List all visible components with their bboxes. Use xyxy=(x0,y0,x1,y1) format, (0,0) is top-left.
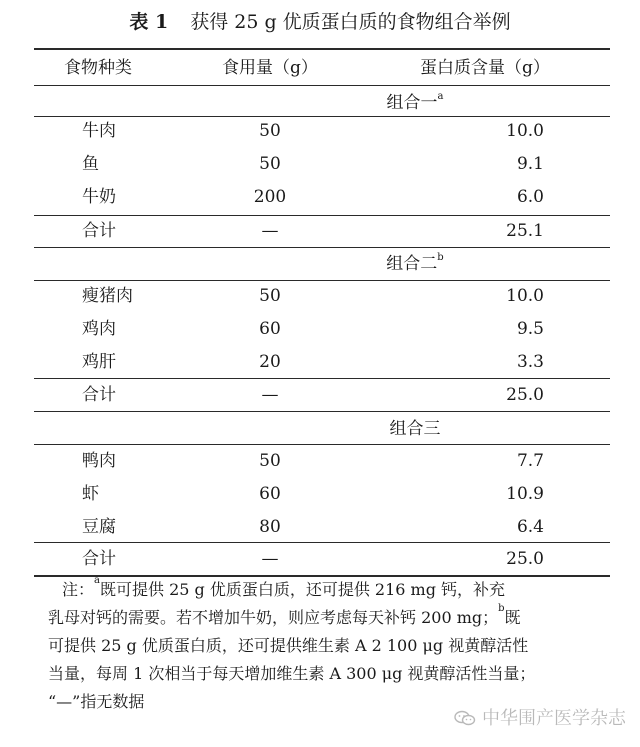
header-food-type: 食物种类 xyxy=(64,58,132,78)
table-number: 表 1 xyxy=(129,11,169,33)
table-title xyxy=(0,10,640,34)
food-amount: 60 xyxy=(259,319,281,339)
total-label: 合计 xyxy=(82,385,116,405)
food-protein: 10.0 xyxy=(506,121,544,141)
group-rule xyxy=(34,444,610,445)
footnote-mark: b xyxy=(437,252,444,263)
footnote-mark: a xyxy=(94,575,100,586)
group-label: 组合一$^a$ xyxy=(386,91,444,113)
group-rule xyxy=(34,116,610,117)
watermark-text: 中华围产医学杂志 xyxy=(482,708,626,729)
group-rule xyxy=(34,280,610,281)
food-name: 鸭肉 xyxy=(82,451,116,471)
group-label: 组合三 xyxy=(389,419,441,439)
total-protein: 25.0 xyxy=(506,385,544,405)
note-line: 当量，每周 1 次相当于每天增加维生素 A 300 μg 视黄醇活性当量； xyxy=(48,664,536,683)
food-amount: 80 xyxy=(259,517,281,537)
food-protein: 10.0 xyxy=(506,286,544,306)
food-name: 虾 xyxy=(82,484,99,504)
total-amount: — xyxy=(261,549,279,569)
food-name: 瘦猪肉 xyxy=(82,286,133,306)
food-amount: 50 xyxy=(259,451,281,471)
food-amount: 50 xyxy=(259,121,281,141)
top-rule xyxy=(34,48,610,50)
total-label: 合计 xyxy=(82,221,116,241)
wechat-icon xyxy=(454,710,476,726)
table-notes xyxy=(48,575,622,716)
total-amount: — xyxy=(261,221,279,241)
total-protein: 25.1 xyxy=(506,221,544,241)
note-line: 注：$^a$既可提供 25 g 优质蛋白质，还可提供 216 mg 钙，补充 xyxy=(62,575,506,599)
total-label: 合计 xyxy=(82,549,116,569)
food-name: 牛肉 xyxy=(82,121,116,141)
food-protein: 9.1 xyxy=(516,154,544,174)
total-protein: 25.0 xyxy=(506,549,544,569)
food-protein: 10.9 xyxy=(506,484,544,504)
note-line: 可提供 25 g 优质蛋白质，还可提供维生素 A 2 100 μg 视黄醇活性 xyxy=(48,636,529,655)
food-name: 鸡肝 xyxy=(82,352,116,372)
note-line: “—”指无数据 xyxy=(48,692,145,711)
food-protein: 6.0 xyxy=(516,187,544,207)
group-end-rule xyxy=(34,411,610,412)
total-rule xyxy=(34,542,610,543)
header-protein: 蛋白质含量（g） xyxy=(420,58,550,78)
table-title-text: 获得 25 g 优质蛋白质的食物组合举例 xyxy=(190,11,511,33)
food-amount: 50 xyxy=(259,154,281,174)
food-amount: 50 xyxy=(259,286,281,306)
food-protein: 9.5 xyxy=(516,319,544,339)
header-amount: 食用量（g） xyxy=(222,58,318,78)
total-rule xyxy=(34,215,610,216)
food-amount: 60 xyxy=(259,484,281,504)
food-amount: 200 xyxy=(253,187,287,207)
food-name: 牛奶 xyxy=(82,187,116,207)
watermark xyxy=(454,704,626,730)
header-rule xyxy=(34,85,610,86)
note-line: 乳母对钙的需要。若不增加牛奶，则应考虑每天补钙 200 mg；$^b$既 xyxy=(48,603,521,627)
footnote-mark: b xyxy=(498,603,505,614)
food-name: 鱼 xyxy=(82,154,99,174)
footnote-mark: a xyxy=(437,91,444,102)
group-label: 组合二$^b$ xyxy=(386,252,444,274)
food-name: 鸡肉 xyxy=(82,319,116,339)
total-rule xyxy=(34,378,610,379)
total-amount: — xyxy=(261,385,279,405)
food-protein: 3.3 xyxy=(516,352,544,372)
food-protein: 7.7 xyxy=(516,451,544,471)
food-name: 豆腐 xyxy=(82,517,116,537)
group-end-rule xyxy=(34,247,610,248)
food-amount: 20 xyxy=(259,352,281,372)
food-protein: 6.4 xyxy=(516,517,544,537)
